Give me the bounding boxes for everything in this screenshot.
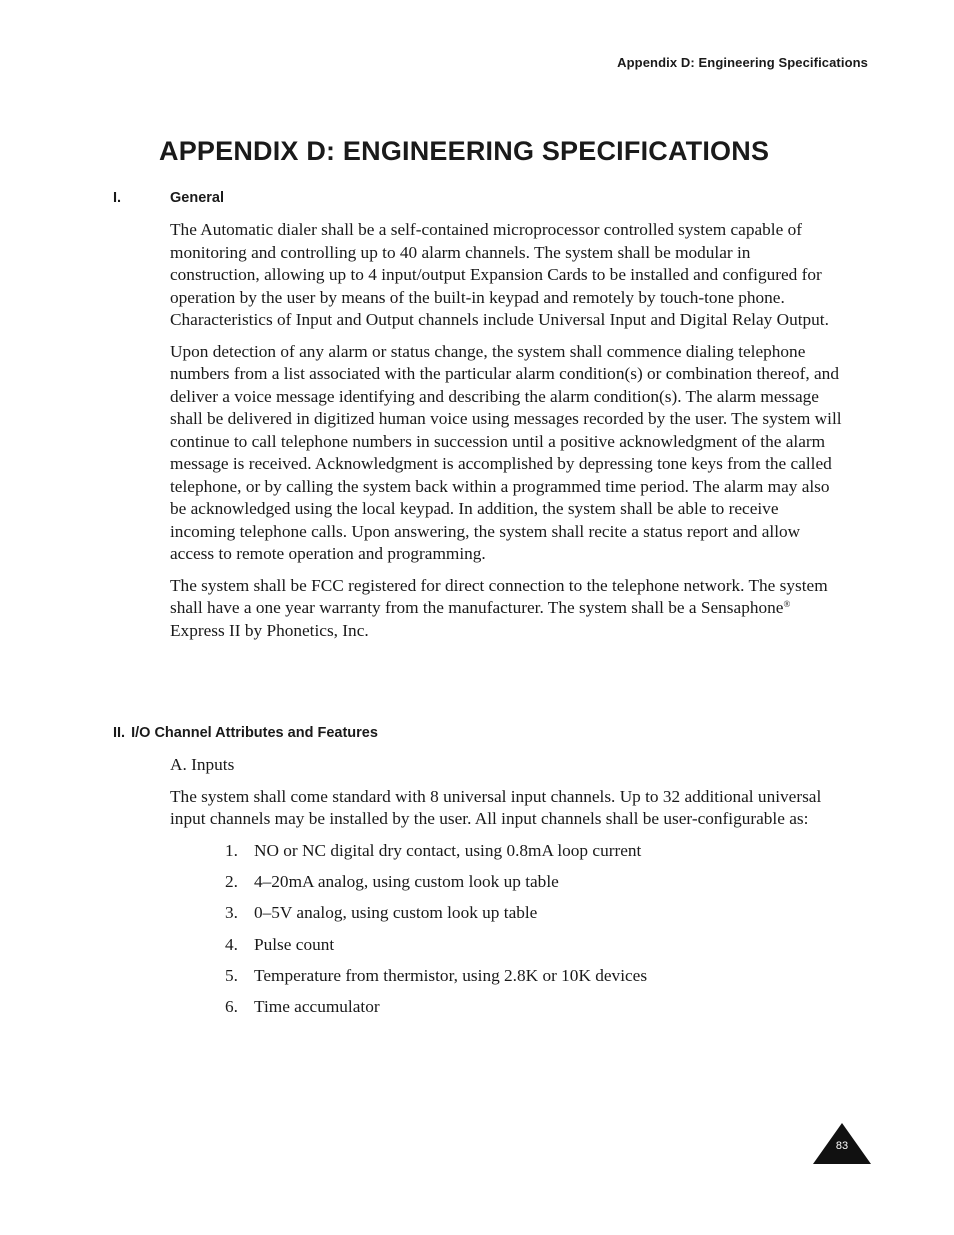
list-item-text: NO or NC digital dry contact, using 0.8mA loop current	[254, 840, 642, 860]
list-item	[225, 871, 842, 902]
list-number: 3.	[225, 903, 238, 923]
list-item-text: Temperature from thermistor, using 2.8K or 10K devices	[254, 966, 648, 986]
page-title: APPENDIX D: ENGINEERING SPECIFICATIONS	[159, 136, 770, 166]
io-section-body	[170, 754, 842, 1028]
paragraph	[170, 575, 842, 643]
section-heading-text: I/O Channel Attributes and Features	[131, 725, 378, 741]
section-number: I.	[113, 190, 122, 206]
list-item	[225, 934, 842, 965]
list-item-text: Pulse count	[254, 934, 335, 954]
input-types-list	[170, 840, 842, 1028]
list-number: 4.	[225, 934, 238, 954]
section-number: II.	[113, 725, 126, 741]
section-heading-io	[113, 725, 378, 741]
list-number: 5.	[225, 966, 238, 986]
list-item	[225, 840, 842, 871]
section-heading-text: General	[170, 190, 224, 206]
list-item-text: Time accumulator	[254, 997, 380, 1017]
list-item	[225, 996, 842, 1027]
list-number: 2.	[225, 871, 238, 891]
subsection-heading: A. Inputs	[170, 755, 235, 774]
paragraph: The Automatic dialer shall be a self-contained microprocessor controlled system capable of monitoring and controlling up to 40 alarm channels. The system shall be modular in construction, allowing up to 4 input/output Expansion Cards to be installed and configured for operation by the user by means of the built-in keypad and remotely by touch-tone phone. Characteristics of Input and Output channels include Universal Input and Digital Relay Output.	[170, 220, 829, 329]
list-item-text: 0–5V analog, using custom look up table	[254, 903, 538, 923]
paragraph: Upon detection of any alarm or status change, the system shall commence dialing telephone numbers from a list associated with the particular alarm condition(s) or combination thereof, and deliver a voice message identifying and describing the alarm condition(s). The alarm message shall be delivered in digitized human voice using messages recorded by the user. The system will continue to call telephone numbers in succession until a positive acknowledgment of the alarm message is received. Acknowledgment is accomplished by depressing tone keys from the called telephone, or by calling the system back within a programmed time period. The alarm may also be acknowledged using the local keypad. In addition, the system shall be able to receive incoming telephone calls. Upon answering, the system shall recite a status report and allow access to remote operation and programming.	[170, 341, 842, 563]
list-number: 6.	[225, 997, 238, 1017]
list-item	[225, 965, 842, 996]
registered-mark: ®	[783, 599, 791, 609]
paragraph-text: The system shall be FCC registered for direct connection to the telephone network. The system shall have a one year warranty from the manufacturer. The system shall be a Sensaphone	[170, 575, 828, 617]
paragraph: The system shall come standard with 8 universal input channels. Up to 32 additional universal input channels may be installed by the user. All input channels shall be user-configurable as:	[170, 786, 822, 828]
list-item	[225, 902, 842, 933]
running-header: Appendix D: Engineering Specifications	[617, 55, 868, 70]
page-number: 83	[835, 1140, 849, 1152]
section-heading-general	[113, 190, 224, 206]
list-item-text: 4–20mA analog, using custom look up table	[254, 871, 559, 891]
paragraph-text: Express II by Phonetics, Inc.	[170, 620, 369, 640]
list-number: 1.	[225, 840, 238, 860]
page-number-badge	[813, 1123, 871, 1165]
general-section-body	[170, 219, 842, 651]
